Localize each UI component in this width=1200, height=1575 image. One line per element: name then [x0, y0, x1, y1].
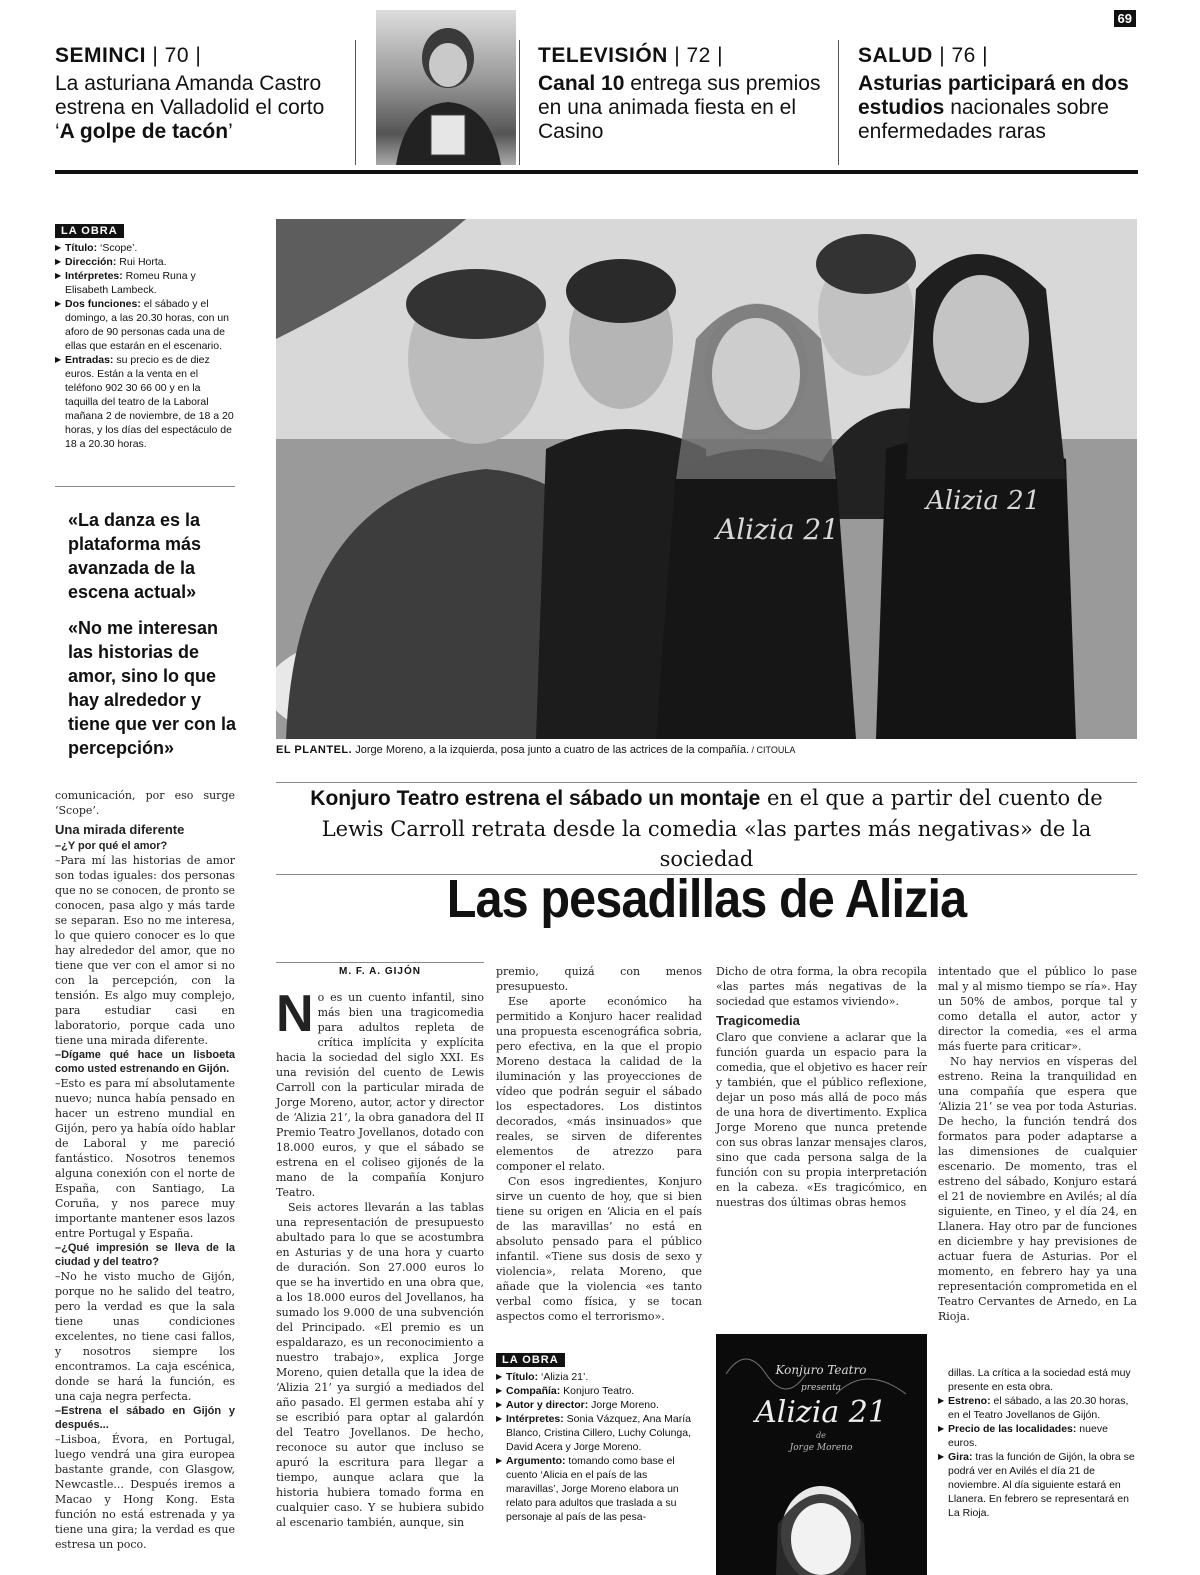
shirt-logo: Alizia 21 — [716, 513, 840, 546]
list-item — [938, 1450, 1137, 1520]
la-obra-header: LA OBRA — [55, 224, 124, 238]
teaser-page-ref: | 72 | — [674, 44, 724, 67]
teaser-section: SALUD — [858, 44, 933, 67]
photo-caption — [276, 744, 795, 756]
poster-company: Konjuro Teatro — [775, 1363, 867, 1377]
list-item — [496, 1384, 702, 1398]
question: –Estrena el sábado en Gijón y después... — [55, 1405, 235, 1431]
divider — [519, 40, 520, 165]
item-value: el sábado, a las 20.30 horas, en el Teatro Jovellanos de Gijón. — [948, 1395, 1129, 1421]
item-value: tras la función de Gijón, la obra se podrá ver en Avilés el día 21 de noviembre. Al día siguiente estará en Llanera. En febrero se representará en La Rioja. — [948, 1451, 1135, 1519]
list-item — [496, 1412, 702, 1454]
answer: –Para mí las historias de amor son todas iguales: dos personas que no se conocen, de pronto se conocen, pasa algo y más tarde se separan. Eso no me interesa, lo que quiero conocer es lo que hay alrededor del amor, que no tiene que ver con el amor si no con la percepción, con la tensión. Es algo muy complejo, para estudiar casi en laboratorio, porque cada uno tiene una mirada diferente. — [55, 854, 235, 1047]
list-item — [496, 1454, 702, 1524]
item-label: Título: — [506, 1371, 539, 1383]
teaser-text: La asturiana Amanda Castro estrena en Valladolid el corto ‘ — [55, 72, 325, 143]
article-column-1 — [276, 985, 484, 1530]
poster-image — [716, 1334, 927, 1575]
item-label: Título: — [65, 242, 98, 254]
la-obra-box — [496, 1348, 702, 1524]
item-value: ‘Alizia 21’. — [538, 1371, 589, 1383]
section-title: Una mirada diferente — [55, 822, 185, 837]
pull-quote: «La danza es la plataforma más avanzada de la escena actual» — [68, 510, 202, 602]
list-item — [55, 353, 235, 451]
item-label: Estreno: — [948, 1395, 991, 1407]
list-item — [55, 255, 235, 269]
item-label: Precio de las localidades: — [948, 1423, 1077, 1435]
article-column-4 — [938, 964, 1137, 1324]
subheadline-text: en el que a partir del cuento de Lewis Carroll retrata desde la comedia «las partes más negativas» de la sociedad — [321, 786, 1103, 871]
paragraph: Seis actores llevarán a las tablas una representación de presupuesto abultado para lo que se acostumbra en Asturias y de una hora y cuarto de duración. Son 27.000 euros lo que se ha invertido en una obra que, a los 18.000 euros del Jovellanos, ha sumado los 9.000 de una subvención del Principado. «El premio es un espaldarazo, es un reconocimiento a nuestro trabajo», explica Jorge Moreno, quien detalla que la idea de ‘Alizia 21’ ya surgió a mediados del año pasado. El germen estaba ahí y se escribió para optar al galardón del Teatro Jovellanos. De hecho, reconoce su autor que incluso se apuró la escritura para llegar a tiempo, aunque aclara que la historia hubiera tomado forma en cualquier caso. Y se hubiera subido al escenario también, aunque, sin — [276, 1201, 484, 1529]
teaser-salud[interactable] — [858, 44, 1138, 144]
article-column-2 — [496, 964, 702, 1324]
teaser-text: entrega sus premios en una animada fiesta en el Casino — [538, 72, 821, 143]
paragraph: Dicho de otra forma, la obra recopila «las partes más negativas de la sociedad que estamos viviendo». — [716, 965, 927, 1008]
paragraph: Claro que conviene a aclarar que la función guarda un espacio para la comedia, que el objetivo es hacer reír y también, que el público reflexione, dejar un poso más allá de poco más de una hora de divertimento. Explica Jorge Moreno que nunca pretende con sus obras lanzar mensajes claros, sino que cada persona salga de la función con su propia interpretación en la cabeza. «Es tragicómico, en nuestras dos últimas obras hemos — [716, 1031, 927, 1209]
poster-de: de — [816, 1431, 826, 1440]
pull-quote: «No me interesan las historias de amor, sino lo que hay alrededor y tiene que ver con la percepción» — [68, 618, 237, 758]
teaser-text-bold: Asturias participará en dos estudios — [858, 72, 1129, 119]
interview-column — [55, 788, 235, 1552]
item-value: Jorge Moreno. — [588, 1399, 659, 1411]
list-item — [55, 297, 235, 353]
caption-label: EL PLANTEL. — [276, 744, 353, 756]
header-rule — [55, 170, 1138, 174]
poster-author: Jorge Moreno — [789, 1443, 853, 1453]
paragraph: Con esos ingredientes, Konjuro sirve un cuento de hoy, que si bien tiene su origen en ‘Alicia en el país de las maravillas’ no está en absoluto pensado para el público infantil. «Tiene sus dosis de sexo y violencia», relata Moreno, que añade que la violencia «es tanto verbal como física, y se tocan aspectos como el terrorismo». — [496, 1175, 702, 1323]
paragraph: premio, quizá con menos presupuesto. — [496, 965, 702, 993]
item-value: nueve euros. — [948, 1423, 1108, 1449]
list-item — [496, 1398, 702, 1412]
answer: –Esto es para mí absolutamente nuevo; nunca había pensado en hacer un estreno mundial en Gijón, pero ya había oído hablar de Laboral y me pareció fantástico. Nosotros tenemos alguna conexión con el norte de España, con Santiago, La Coruña, y nos parece muy importante mantener esos lazos entre Portugal y España. — [55, 1077, 235, 1240]
teaser-section: SEMINCI — [55, 44, 147, 67]
divider — [355, 40, 356, 165]
teaser-text: nacionales sobre enfermedades raras — [858, 96, 1109, 143]
subheadline — [276, 782, 1137, 875]
question: –¿Y por qué el amor? — [55, 840, 168, 852]
dropcap: N — [276, 985, 314, 1043]
teaser-television[interactable] — [538, 44, 828, 144]
item-label: Gira: — [948, 1451, 973, 1463]
article-column-3 — [716, 964, 927, 1210]
teaser-photo — [376, 10, 516, 165]
item-label: Dirección: — [65, 256, 117, 268]
paragraph: intentado que el público lo pase mal y al mismo tiempo se ría». Hay un 50% de ambos, porque tal y como detalla el autor, actor y director la comedia, «es el arma más fuerte para criticar». — [938, 965, 1137, 1053]
page-number: 69 — [1114, 10, 1136, 27]
list-item — [938, 1394, 1137, 1422]
list-item — [55, 241, 235, 255]
la-obra-continued — [938, 1366, 1137, 1520]
item-label: Argumento: — [506, 1455, 566, 1467]
item-value: Konjuro Teatro. — [560, 1385, 635, 1397]
poster-title: Alizia 21 — [755, 1395, 887, 1430]
teaser-page-ref: | 76 | — [939, 44, 989, 67]
paragraph: o es un cuento infantil, sino más bien una tragicomedia para adultos repleta de crítica implícita y explícita hacia la sociedad del siglo XXI. Es una revisión del cuento de Lewis Carroll con la particular mirada de Jorge Moreno, autor, actor y director de ‘Alizia 21’, la obra ganadora del II Premio Teatro Jovellanos, dotado con 18.000 euros, y que el sábado se estrena en el coliseo gijonés de la mano de la compañía Konjuro Teatro. — [276, 991, 484, 1199]
shirt-logo: Alizia 21 — [926, 486, 1041, 516]
question: –¿Qué impresión se lleva de la ciudad y del teatro? — [55, 1242, 235, 1268]
teaser-section: TELEVISIÓN — [538, 44, 668, 67]
teaser-text-bold: A golpe de tacón — [59, 120, 229, 143]
question: –Dígame qué hace un lisboeta como usted estrenando en Gijón. — [55, 1049, 235, 1075]
paragraph: Ese aporte económico ha permitido a Konjuro hacer realidad una propuesta escenográfica sobria, pero efectiva, en la que el propio Moreno destaca la calidad de la iluminación y las proyecciones de vídeo que podrán seguir el sábado los espectadores. Los distintos decorados, «más insinuados» que reales, se sirven de diferentes elementos de atrezzo para componer el relato. — [496, 995, 702, 1173]
photo-credit: / CITOULA — [749, 745, 796, 755]
la-obra-header: LA OBRA — [496, 1353, 565, 1367]
answer: –No he visto mucho de Gijón, porque no he salido del teatro, pero la verdad es que la sala tiene unas condiciones excelentes, no tiene casi fallos, y nosotros siempre los encontramos. La caja escénica, donde se hará la función, es una caja negra perfecta. — [55, 1270, 235, 1403]
item-label: Autor y director: — [506, 1399, 589, 1411]
item-label: Compañía: — [506, 1385, 561, 1397]
item-label: Intérpretes: — [506, 1413, 564, 1425]
item-value: Sonia Vázquez, Ana María Blanco, Cristina Cillero, Luchy Colunga, David Acera y Jorge Moreno. — [506, 1413, 692, 1453]
byline: M. F. A. GIJÓN — [276, 962, 484, 977]
section-title: Tragicomedia — [716, 1013, 800, 1028]
item-value: su precio es de diez euros. Están a la venta en el teléfono 902 30 66 00 y en la taquilla del teatro de la Laboral mañana 2 de noviembre, de 18 a 20 horas, y los días del espectáculo de 18 a 20.30 horas. — [65, 354, 234, 450]
divider — [55, 486, 235, 487]
poster-presenta: presenta — [800, 1383, 842, 1393]
paragraph: comunicación, por eso surge ‘Scope’. — [55, 789, 235, 817]
subheadline-bold: Konjuro Teatro estrena el sábado un montaje — [310, 787, 761, 810]
list-item — [55, 269, 235, 297]
main-photo — [276, 219, 1137, 739]
list-item — [496, 1370, 702, 1384]
caption-text: Jorge Moreno, a la izquierda, posa junto a cuatro de las actrices de la compañía. — [352, 744, 750, 756]
answer: –Lisboa, Évora, en Portugal, luego vendrá una gira europea bastante grande, con Glasgow, Newcastle... Después iremos a Macao y Hong Kong. Esta función no está estrenada y ya tiene una gira; la verdad es que estresa un poco. — [55, 1433, 235, 1551]
item-label: Intérpretes: — [65, 270, 123, 282]
item-value: Romeu Runa y Elisabeth Lambeck. — [65, 270, 196, 296]
item-value: ‘Scope’. — [97, 242, 138, 254]
paragraph: No hay nervios en vísperas del estreno. Reina la tranquilidad en una compañía que espera que ‘Alizia 21’ se vea por toda Asturias. De hecho, la función tendrá dos formatos para poder adaptarse a las dimensiones de cualquier escenario. De momento, tras el estreno del sábado, Konjuro estará el 21 de noviembre en Avilés; al día siguiente, en Tineo, y el día 24, en Llanera. Hay otro par de funciones en diciembre y hay previsiones de actuar fuera de Asturias. Por el momento, en febrero hay ya una representación comprometida en el Teatro Cervantes de Arnedo, en La Rioja. — [938, 1055, 1137, 1323]
item-label: Entradas: — [65, 354, 114, 366]
teaser-page-ref: | 70 | — [152, 44, 202, 67]
la-obra-box — [55, 219, 235, 451]
divider — [838, 40, 839, 165]
item-value: Rui Horta. — [116, 256, 167, 268]
list-item — [938, 1422, 1137, 1450]
paragraph: dillas. La crítica a la sociedad está muy presente en esta obra. — [948, 1367, 1131, 1393]
item-value: el sábado y el domingo, a las 20.30 horas, con un aforo de 90 personas cada una de ellas que estarán en el escenario. — [65, 298, 230, 352]
item-label: Dos funciones: — [65, 298, 141, 310]
teaser-text-end: ’ — [228, 120, 233, 143]
item-value: tomando como base el cuento ‘Alicia en el país de las maravillas’, Jorge Moreno elabora un relato para adultos que traslada a su personaje al país de las pesa- — [506, 1455, 679, 1523]
teaser-seminci[interactable] — [55, 44, 345, 144]
teaser-text-bold: Canal 10 — [538, 72, 625, 95]
headline: Las pesadillas de Alizia — [446, 869, 967, 929]
